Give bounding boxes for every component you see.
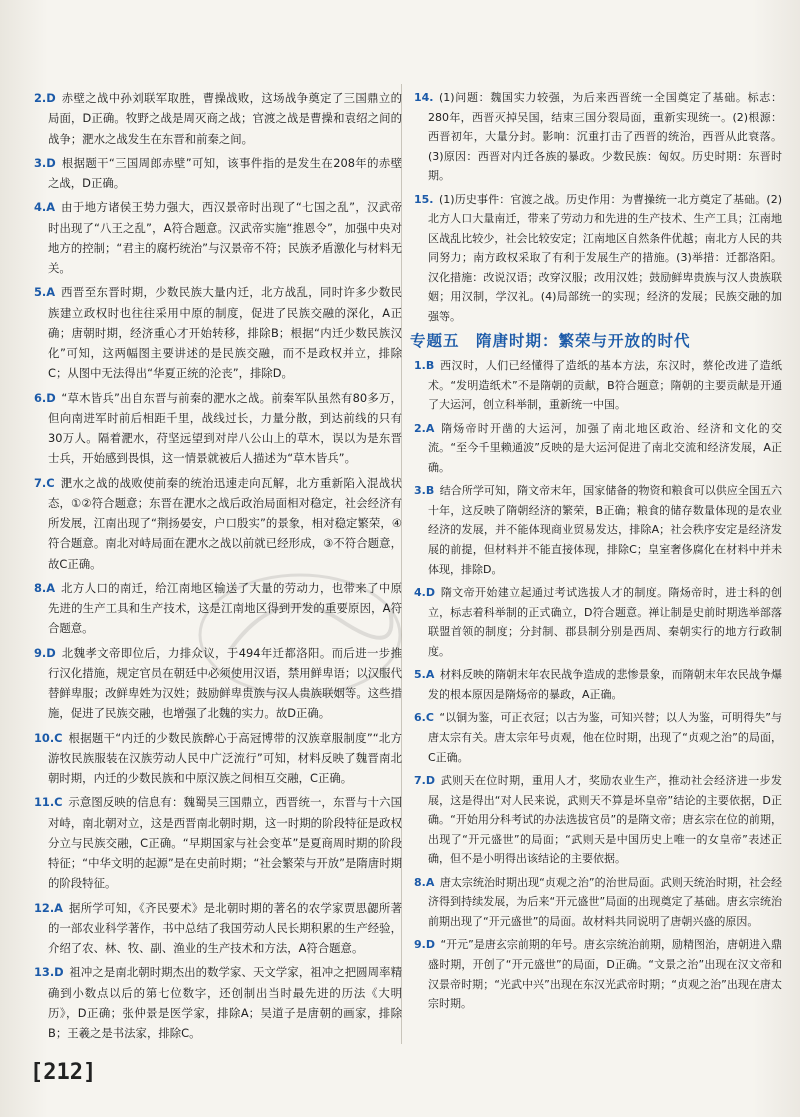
- answer-explanation: 示意图反映的信息有：魏蜀吴三国鼎立，西晋统一，东晋与十六国对峙，南北朝对立，这是西晋南北朝时期，这一时期的阶段特征是政权分立与民族交融，C正确。“早期国家与社会变革”是夏商周时期的阶段特征；“中华文明的起源”是在史前时期；“社会繁荣与开放”是隋唐时期的阶段特征。: [48, 795, 402, 891]
- answer-number: 8.A: [414, 875, 435, 889]
- page-number: [212]: [30, 1060, 97, 1085]
- answer-number: 13.D: [34, 965, 64, 980]
- answer-number: 9.D: [414, 938, 435, 952]
- answer-item: [34, 728, 402, 789]
- answer-item: [414, 935, 782, 1013]
- answer-item: [34, 197, 402, 278]
- answer-item: [34, 282, 402, 383]
- answer-explanation: “开元”是唐玄宗前期的年号。唐玄宗统治前期，励精图治，唐朝进入鼎盛时期，开创了“开元盛世”的局面，D正确。“文景之治”出现在汉文帝和汉景帝时期；“光武中兴”出现在东汉光武帝时期；“贞观之治”出现在唐太宗时期。: [428, 938, 782, 1011]
- answer-explanation: 由于地方诸侯王势力强大，西汉景帝时出现了“七国之乱”，汉武帝时出现了“八王之乱”，A符合题意。汉武帝实施“推恩令”，加强中央对地方的控制；“君主的腐朽统治”与汉景帝不符；民族矛盾激化与材料无关。: [48, 200, 402, 275]
- answer-number: 1.B: [414, 359, 435, 373]
- answer-item: [414, 583, 782, 661]
- answer-item: [34, 153, 402, 194]
- answer-number: 3.B: [414, 484, 435, 498]
- answer-number: 8.A: [34, 580, 56, 595]
- answer-explanation: 武则天在位时期，重用人才，奖励农业生产，推动社会经济进一步发展，这是得出“对人民来说，武则天不算是坏皇帝”结论的主要依据，D正确。“开始用分科考试的办法选拔官员”的是隋文帝；唐玄宗在位的前期，出现了“开元盛世”的局面；“武则天是中国历史上唯一的女皇帝”表述正确，但不是小明得出该结论的主要依据。: [428, 774, 782, 866]
- answer-number: 15.: [414, 192, 434, 206]
- answer-number: 10.C: [34, 730, 63, 745]
- answer-number: 11.C: [34, 795, 63, 810]
- answer-item: [414, 873, 782, 932]
- answer-explanation: 北方人口的南迁，给江南地区输送了大量的劳动力，也带来了中原先进的生产工具和生产技术，这是江南地区得到开发的重要原因，A符合题意。: [48, 580, 402, 636]
- answer-number: 7.D: [414, 774, 435, 788]
- answer-explanation: 西汉时，人们已经懂得了造纸的基本方法，东汉时，蔡伦改进了造纸术。“发明造纸术”不是隋朝的贡献，B符合题意；隋朝的主要贡献是开通了大运河，创立科举制，重新统一中国。: [428, 359, 782, 412]
- answer-number: 5.A: [414, 668, 435, 682]
- answer-explanation: “草木皆兵”出自东晋与前秦的淝水之战。前秦军队虽然有80多万，但向南进军时前后相距千里，战线过长，力量分散，到达前线的只有30万人。隔着淝水，苻坚远望到对岸八公山上的草木，误以为是东晋士兵，开始感到畏惧，这一情景就被后人描述为“草木皆兵”。: [48, 390, 402, 466]
- answer-item: [414, 419, 782, 478]
- answer-item: [414, 88, 782, 186]
- answer-number: 2.A: [414, 421, 435, 435]
- right-column: [410, 88, 782, 1018]
- answer-number: 6.D: [34, 390, 56, 405]
- answer-number: 4.D: [414, 586, 435, 600]
- answer-item: [34, 388, 402, 469]
- answer-explanation: 北魏孝文帝即位后，力排众议，于494年迁都洛阳。而后进一步推行汉化措施，规定官员在朝廷中必须使用汉语，禁用鲜卑语；以汉服代替鲜卑服；改鲜卑姓为汉姓；鼓励鲜卑贵族与汉人贵族联姻等。这些措施，促进了民族交融，也增强了北魏的实力。故D正确。: [48, 645, 402, 721]
- answer-item: [414, 665, 782, 704]
- section-title: 专题五 隋唐时期：繁荣与开放的时代: [410, 330, 691, 350]
- answer-item: [414, 481, 782, 579]
- answer-item: [34, 578, 402, 639]
- answer-number: 4.A: [34, 200, 56, 215]
- left-column: [34, 88, 402, 1047]
- answer-explanation: “以铜为鉴，可正衣冠；以古为鉴，可知兴替；以人为鉴，可明得失”与唐太宗有关。唐太宗年号贞观，他在位时期，出现了“贞观之治”的局面，C正确。: [428, 711, 782, 764]
- answer-item: [34, 88, 402, 149]
- answer-explanation: 材料反映的隋朝末年农民战争造成的悲惨景象，而隋朝末年农民战争爆发的根本原因是隋炀帝的暴政，A正确。: [428, 668, 782, 701]
- answer-explanation: 祖冲之是南北朝时期杰出的数学家、天文学家，祖冲之把圆周率精确到小数点以后的第七位数字，还创制出当时最先进的历法《大明历》，D正确；张仲景是医学家，排除A；吴道子是唐朝的画家，排除B；王羲之是书法家，排除C。: [48, 965, 402, 1040]
- answer-item: [34, 962, 402, 1043]
- answer-item: [414, 771, 782, 869]
- answer-item: [414, 356, 782, 415]
- answer-number: 9.D: [34, 645, 56, 660]
- answer-explanation: 唐太宗统治时期出现“贞观之治”的治世局面。武则天统治时期，社会经济得到持续发展，为后来“开元盛世”局面的出现奠定了基础。唐玄宗统治前期出现了“开元盛世”的局面。故材料共同说明了唐朝兴盛的原因。: [428, 875, 782, 928]
- answer-explanation: 赤壁之战中孙刘联军取胜，曹操战败，这场战争奠定了三国鼎立的局面，D正确。牧野之战是周灭商之战；官渡之战是曹操和袁绍之间的战争；淝水之战发生在东晋和前秦之间。: [48, 91, 402, 146]
- answer-explanation: 结合所学可知，隋文帝末年，国家储备的物资和粮食可以供应全国五六十年，这反映了隋朝经济的繁荣，B正确；粮食的储存数量体现的是农业经济的发展，并不能体现商业贸易发达，排除A；社会秩序安定是经济发展的前提，但材料并不能直接体现，排除C；皇室奢侈腐化在材料中并未体现，排除D。: [428, 484, 782, 576]
- answer-explanation: 西晋至东晋时期，少数民族大量内迁，北方战乱，同时许多少数民族建立政权时也往往采用中原的制度，促进了民族交融的深化，A正确；唐朝时期，经济重心才开始转移，排除B；根据“内迁少数民族汉化”可知，这两幅图主要讲述的是民族交融，而不是政权并立，排除C；从图中无法得出“华夏正统的沦丧”，排除D。: [48, 285, 402, 381]
- answer-item: [34, 792, 402, 893]
- answer-item: [34, 473, 402, 574]
- answer-explanation: 根据题干“内迁的少数民族醉心于高冠博带的汉族章服制度”“北方游牧民族服装在汉族劳动人民中广泛流行”可知，材料反映了魏晋南北朝时期，内迁的少数民族和中原汉族之间相互交融，C正确。: [48, 730, 402, 785]
- answer-explanation: 据所学可知，《齐民要术》是北朝时期的著名的农学家贾思勰所著的一部农业科学著作，书中总结了我国劳动人民长期积累的生产经验，介绍了农、林、牧、副、渔业的生产技术和方法，A符合题意。: [48, 900, 402, 955]
- answer-number: 5.A: [34, 285, 56, 300]
- answer-item: [34, 643, 402, 724]
- answer-number: 14.: [414, 91, 434, 104]
- answer-number: 3.D: [34, 155, 56, 170]
- answer-number: 2.D: [34, 91, 56, 105]
- answer-explanation: (1)问题：魏国实力较强，为后来西晋统一全国奠定了基础。标志：280年，西晋灭掉吴国，结束三国分裂局面，重新实现统一。(2)根源：西晋初年，大量分封。影响：沉重打击了西晋的统治，西晋从此衰落。(3)原因：西晋对内迁各族的暴政。少数民族：匈奴。历史时期：东晋时期。: [428, 91, 782, 183]
- answer-number: 12.A: [34, 900, 63, 915]
- answer-explanation: 隋文帝开始建立起通过考试选拔人才的制度。隋炀帝时，进士科的创立，标志着科举制的正式确立，D符合题意。禅让制是史前时期选举部落联盟首领的制度；分封制、郡县制分别是西周、秦朝实行的地方行政制度。: [428, 586, 782, 658]
- answer-item: [34, 898, 402, 959]
- answer-explanation: (1)历史事件：官渡之战。历史作用：为曹操统一北方奠定了基础。(2)北方人口大量南迁，带来了劳动力和先进的生产技术、生产工具；江南地区战乱比较少，社会比较安定；江南地区自然条件优越；南北方人民的共同努力；南方政权采取了有利于发展生产的措施。(3)举措：迁都洛阳。汉化措施：改说汉语；改穿汉服；改用汉姓；鼓励鲜卑贵族与汉人贵族联姻；用汉制，学汉礼。(4)局部统一的实现；经济的发展；民族交融的加强等。: [428, 192, 782, 324]
- answer-number: 6.C: [414, 711, 434, 725]
- answer-explanation: 淝水之战的战败使前秦的统治迅速走向瓦解，北方重新陷入混战状态，①②符合题意；东晋在淝水之战后政治局面相对稳定，社会经济有所发展，江南出现了“荆扬晏安，户口殷实”的景象，相对稳定繁荣，④符合题意。南北对峙局面在淝水之战以前就已经形成，③不符合题意，故C正确。: [48, 475, 402, 571]
- answer-item: [414, 708, 782, 767]
- answer-explanation: 隋炀帝时开凿的大运河，加强了南北地区政治、经济和文化的交流。“至今千里赖通波”反映的是大运河促进了南北交流和经济发展，A正确。: [428, 421, 782, 474]
- answer-number: 7.C: [34, 475, 55, 490]
- answer-explanation: 根据题干“三国周郎赤壁”可知，该事件指的是发生在208年的赤壁之战，D正确。: [48, 155, 402, 190]
- answer-item: [414, 190, 782, 327]
